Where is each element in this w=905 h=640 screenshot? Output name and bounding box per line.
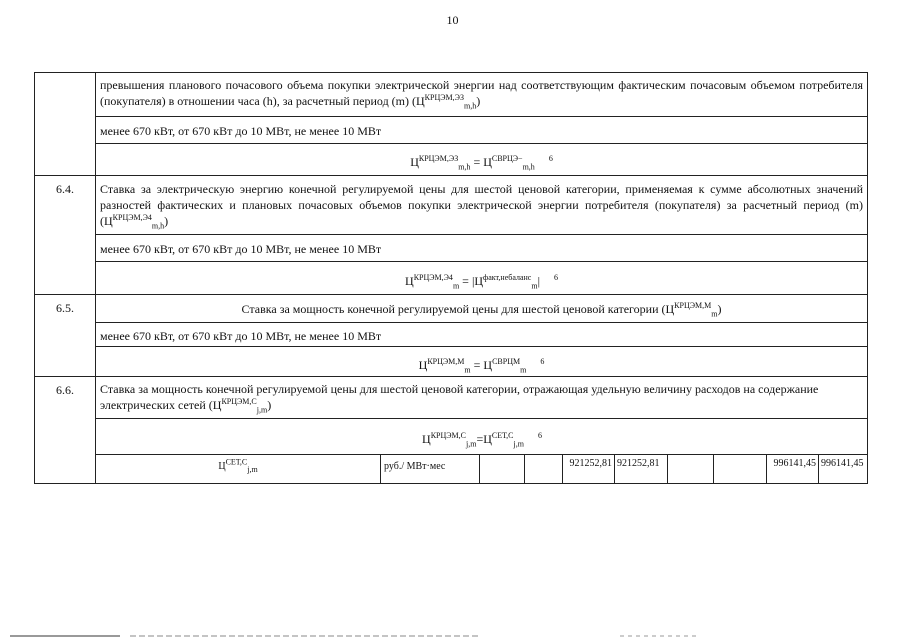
power-range-label: менее 670 кВт, от 670 кВт до 10 МВт, не менее 10 МВт xyxy=(96,323,867,347)
data-row xyxy=(96,455,868,484)
section-6-4 xyxy=(34,176,868,295)
continuation-content xyxy=(96,73,867,176)
tariff-symbol: $Ц^{СЕТ,С}_{j,m}$ xyxy=(96,455,381,483)
section-6-5 xyxy=(34,295,868,377)
section-number: 6.4. xyxy=(35,176,96,295)
section-number: 6.5. xyxy=(35,295,96,377)
section-6-6 xyxy=(34,377,868,484)
continuation-row xyxy=(34,72,868,176)
unit-cell: руб./ МВт·мес xyxy=(381,455,480,483)
value-cell xyxy=(525,455,563,483)
tariff-table xyxy=(34,72,868,484)
formula-c: $Ц^{КРЦЭМ,С}_{j,m}=Ц^{СЕТ,С}_{j,m}^6$ xyxy=(96,419,868,455)
section-number: 6.6. xyxy=(35,377,96,484)
value-cell xyxy=(714,455,767,483)
value-cell xyxy=(480,455,525,483)
intro-text: превышения планового почасового объема покупки электрической энергии над соответствующим фактическим почасовым объемом потребителя (покупателя) в отношении часа (h), за расчетный период (m) $(Ц^{КРЦЭМ,ЭЗ}_{m,h})$ xyxy=(96,73,867,117)
formula-e4: $Ц^{КРЦЭМ,Э4}_m = |Ц^{факт,небаланс}_m|$ $^6$ xyxy=(96,262,867,295)
value-cell: 921252,81 xyxy=(615,455,668,483)
value-cell: 921252,81 xyxy=(563,455,615,483)
page-number: 10 xyxy=(446,13,459,27)
value-cell: 996141,45 xyxy=(767,455,819,483)
scan-artifact-lines xyxy=(0,630,905,640)
section-6-6-text: Ставка за мощность конечной регулируемой цены для шестой ценовой категории, отражающая удельную величину расходов на содержание электрических сетей $(Ц^{КРЦЭМ,С}_{j,m})$ xyxy=(96,377,868,419)
row-number-empty xyxy=(35,73,96,176)
power-range-label: менее 670 кВт, от 670 кВт до 10 МВт, не менее 10 МВт xyxy=(96,117,867,144)
value-cell xyxy=(668,455,714,483)
formula-ez: $Ц^{КРЦЭМ,ЭЗ}_{m,h} = Ц^{СВРЦЭ-}_{m,h}^6$ xyxy=(96,144,867,176)
formula-m: $Ц^{КРЦЭМ,М}_m = Ц^{СВРЦМ}_m^6$ xyxy=(96,347,867,377)
value-cell: 996141,45 xyxy=(821,458,864,469)
section-6-4-text: Ставка за электрическую энергию конечной регулируемой цены для шестой ценовой категории, применяемая к сумме абсолютных значений разностей фактических и плановых почасовых объемов покупки электрической энергии потребителя (покупателя) за расчетный период (m) $(Ц^{КРЦЭМ,Э4}_{m,h})$ xyxy=(96,176,867,235)
power-range-label: менее 670 кВт, от 670 кВт до 10 МВт, не менее 10 МВт xyxy=(96,235,867,262)
section-6-5-text: Ставка за мощность конечной регулируемой цены для шестой ценовой категории $(Ц^{КРЦЭМ,М}_m)$ xyxy=(96,295,867,323)
